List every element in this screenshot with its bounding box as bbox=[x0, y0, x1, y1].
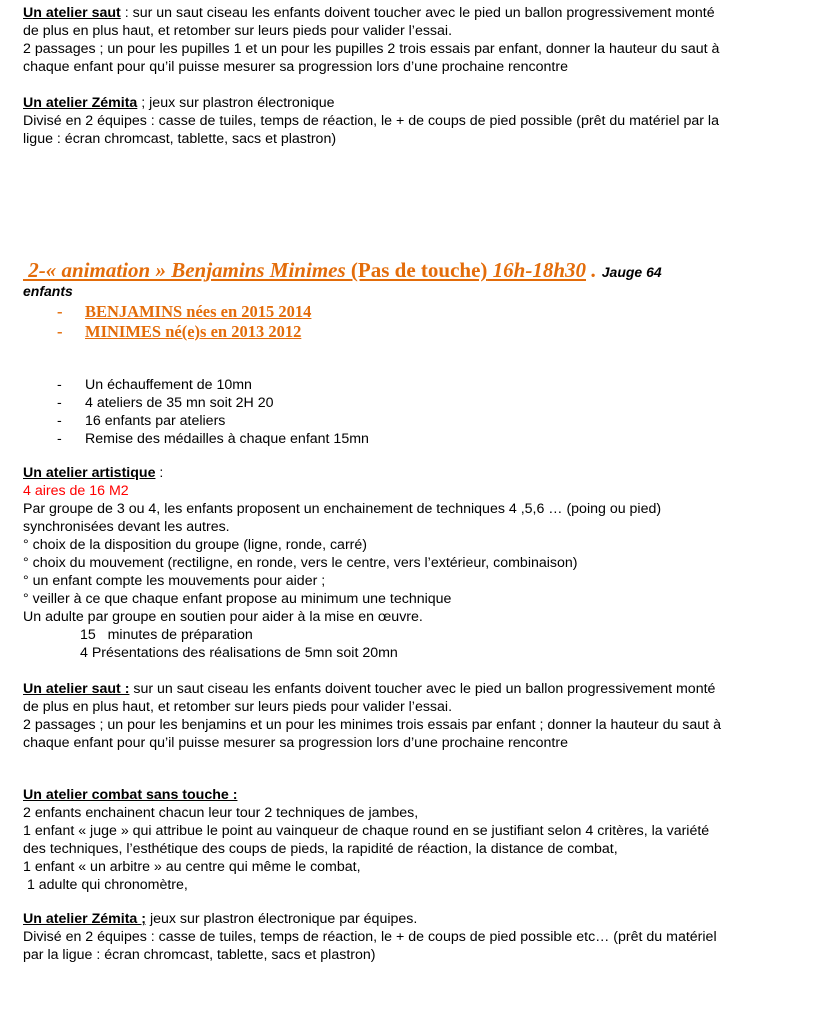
saut2-text-1: sur un saut ciseau les enfants doivent toucher avec le pied un ballon progressivement monté bbox=[129, 681, 716, 697]
bullet-dash: - bbox=[57, 413, 62, 429]
zemita2-line-2: Divisé en 2 équipes : casse de tuiles, temps de réaction, le + de coups de pied possible etc… (prêt du matériel bbox=[23, 929, 717, 945]
artistique-line-8: Un adulte par groupe en soutien pour aider à la mise en œuvre. bbox=[23, 609, 423, 625]
zemita2-text-1: jeux sur plastron électronique par équipes. bbox=[146, 911, 418, 927]
saut-text-1: : sur un saut ciseau les enfants doivent toucher avec le pied un ballon progressivement monté bbox=[120, 5, 715, 21]
combat-line-4: des techniques, l’esthétique des coups de pieds, la rapidité de réaction, la distance de combat, bbox=[23, 841, 618, 857]
combat-line-5: 1 enfant « un arbitre » au centre qui même le combat, bbox=[23, 859, 361, 875]
artistique-line-10: 4 Présentations des réalisations de 5mn soit 20mn bbox=[80, 645, 398, 661]
schedule-item bbox=[57, 412, 225, 430]
title-enfants: enfants bbox=[23, 283, 73, 299]
zemita-line-2: Divisé en 2 équipes : casse de tuiles, temps de réaction, le + de coups de pied possible (prêt du matériel par la bbox=[23, 113, 719, 129]
schedule-item-text: Un échauffement de 10mn bbox=[85, 377, 252, 393]
saut-line-2: de plus en plus haut, et retomber sur leurs pieds pour valider l’essai. bbox=[23, 23, 453, 39]
group-dash: - bbox=[57, 302, 63, 321]
zemita-text-1: ; jeux sur plastron électronique bbox=[137, 95, 335, 111]
section-title bbox=[23, 257, 662, 285]
bullet-dash: - bbox=[57, 377, 62, 393]
artistique-line-6: ° un enfant compte les mouvements pour aider ; bbox=[23, 573, 326, 589]
combat-heading: Un atelier combat sans touche : bbox=[23, 787, 238, 803]
saut-line-4: chaque enfant pour qu’il puisse mesurer sa progression lors d’une prochaine rencontre bbox=[23, 59, 568, 75]
artistique-line-1 bbox=[23, 464, 163, 482]
bullet-dash: - bbox=[57, 395, 62, 411]
artistique-line-7: ° veiller à ce que chaque enfant propose au minimum une technique bbox=[23, 591, 452, 607]
schedule-item bbox=[57, 376, 252, 394]
saut-line-1 bbox=[23, 4, 715, 22]
saut-heading: Un atelier saut bbox=[23, 5, 121, 21]
group-minimes-text: MINIMES né(e)s en 2013 2012 bbox=[85, 322, 302, 341]
title-pas-de-touche: (Pas de touche) bbox=[350, 258, 488, 282]
title-dot: . bbox=[586, 258, 602, 282]
saut2-line-3: 2 passages ; un pour les benjamins et un pour les minimes trois essais par enfant ; donner la hauteur du saut à bbox=[23, 717, 721, 733]
group-minimes bbox=[57, 322, 301, 342]
bullet-dash: - bbox=[57, 431, 62, 447]
group-benjamins-text: BENJAMINS nées en 2015 2014 bbox=[85, 302, 312, 321]
artistique-heading: Un atelier artistique bbox=[23, 465, 156, 481]
artistique-line-4: ° choix de la disposition du groupe (ligne, ronde, carré) bbox=[23, 537, 368, 553]
artistique-line-5: ° choix du mouvement (rectiligne, en ronde, vers le centre, vers l’extérieur, combinaison) bbox=[23, 555, 578, 571]
combat-line-1 bbox=[23, 786, 237, 804]
schedule-item-text: 4 ateliers de 35 mn soit 2H 20 bbox=[85, 395, 274, 411]
zemita-heading: Un atelier Zémita bbox=[23, 95, 138, 111]
artistique-red-line: 4 aires de 16 M2 bbox=[23, 483, 129, 499]
group-dash: - bbox=[57, 322, 63, 341]
schedule-item bbox=[57, 430, 369, 448]
artistique-colon: : bbox=[155, 465, 164, 481]
title-jauge: Jauge 64 bbox=[601, 264, 662, 280]
saut-line-3: 2 passages ; un pour les pupilles 1 et un pour les pupilles 2 trois essais par enfant, donner la hauteur du saut à bbox=[23, 41, 720, 57]
zemita-line-1 bbox=[23, 94, 335, 112]
schedule-item-text: 16 enfants par ateliers bbox=[85, 413, 226, 429]
saut2-line-2: de plus en plus haut, et retomber sur leurs pieds pour valider l’essai. bbox=[23, 699, 453, 715]
combat-line-3: 1 enfant « juge » qui attribue le point au vainqueur de chaque round en se justifiant selon 4 critères, la variété bbox=[23, 823, 710, 839]
title-animation: 2-« animation » Benjamins Minimes bbox=[23, 258, 351, 282]
zemita2-line-1 bbox=[23, 910, 417, 928]
artistique-line-3: synchronisées devant les autres. bbox=[23, 519, 230, 535]
title-hours: 16h-18h30 bbox=[487, 258, 586, 282]
artistique-line-2: Par groupe de 3 ou 4, les enfants proposent un enchainement de techniques 4 ,5,6 … (poing ou pied) bbox=[23, 501, 662, 517]
artistique-line-9: 15 minutes de préparation bbox=[80, 627, 253, 643]
saut2-line-4: chaque enfant pour qu’il puisse mesurer sa progression lors d’une prochaine rencontre bbox=[23, 735, 568, 751]
zemita-line-3: ligue : écran chromcast, tablette, sacs et plastron) bbox=[23, 131, 337, 147]
combat-line-6: 1 adulte qui chronomètre, bbox=[23, 877, 188, 893]
schedule-item bbox=[57, 394, 273, 412]
combat-line-2: 2 enfants enchainent chacun leur tour 2 techniques de jambes, bbox=[23, 805, 419, 821]
group-benjamins bbox=[57, 302, 311, 322]
schedule-item-text: Remise des médailles à chaque enfant 15mn bbox=[85, 431, 369, 447]
saut2-line-1 bbox=[23, 680, 715, 698]
zemita2-line-3: par la ligue : écran chromcast, tablette, sacs et plastron) bbox=[23, 947, 376, 963]
zemita2-heading: Un atelier Zémita ; bbox=[23, 911, 146, 927]
saut2-heading: Un atelier saut : bbox=[23, 681, 130, 697]
